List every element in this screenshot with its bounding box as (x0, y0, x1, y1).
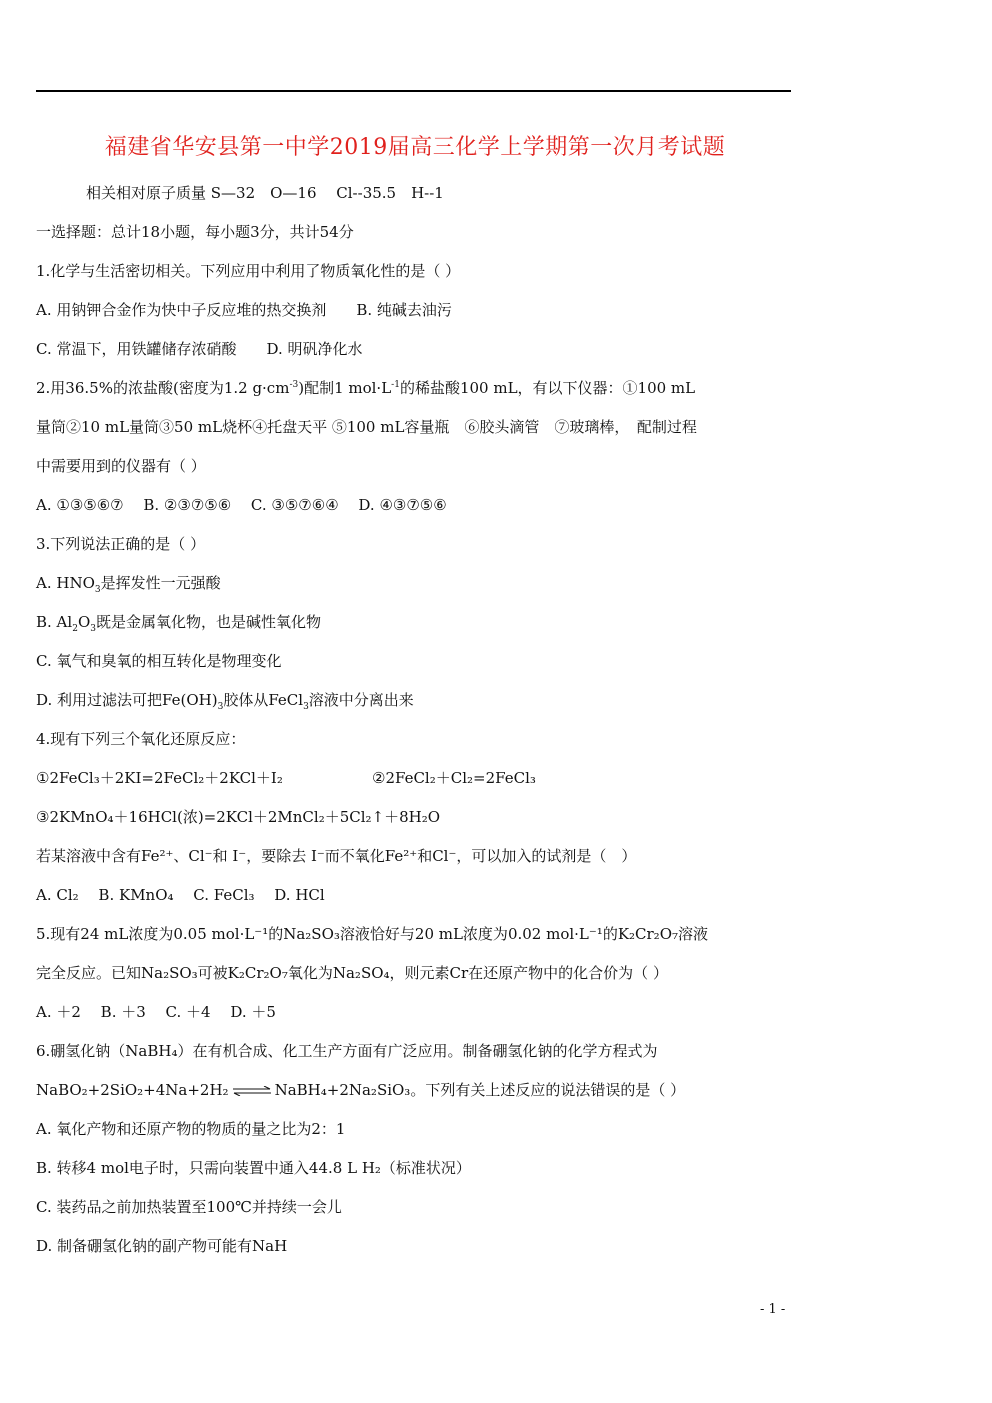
q6-equation-left: NaBO₂+2SiO₂+4Na+2H₂ (36, 1081, 229, 1099)
section-heading: 一选择题：总计18小题，每小题3分，共计54分 (36, 223, 354, 241)
q2-options: A. ①③⑤⑥⑦ B. ②③⑦⑤⑥ C. ③⑤⑦⑥④ D. ④③⑦⑤⑥ (36, 496, 447, 514)
q4-reaction-3: ③2KMnO₄＋16HCl(浓)=2KCl＋2MnCl₂＋5Cl₂↑＋8H₂O (36, 808, 441, 826)
q4-reaction-2: ②2FeCl₂＋Cl₂=2FeCl₃ (372, 769, 536, 787)
q1-options-row2: C. 常温下，用铁罐储存浓硝酸 D. 明矾净化水 (36, 340, 363, 358)
q3-sub: 3 (217, 702, 224, 712)
q3-option-c: C. 氧气和臭氧的相互转化是物理变化 (36, 652, 282, 670)
q5-stem-line2: 完全反应。已知Na₂SO₃可被K₂Cr₂O₇氧化为Na₂SO₄，则元素Cr在还原产物中的化合价为（ ） (36, 964, 668, 982)
q3-text: 是挥发性一元强酸 (100, 574, 221, 592)
q6-option-b: B. 转移4 mol电子时，只需向装置中通入44.8 L H₂（标准状况） (36, 1159, 471, 1177)
q3-stem: 3.下列说法正确的是（ ） (36, 535, 206, 553)
q3-text: A. HNO (36, 574, 95, 592)
q5-options: A. ＋2 B. ＋3 C. ＋4 D. ＋5 (36, 1003, 276, 1021)
page-title: 福建省华安县第一中学2019届高三化学上学期第一次月考试题 (104, 135, 726, 160)
equilibrium-arrow-icon (232, 1086, 272, 1096)
q2-stem-line2: 量筒②10 mL量筒③50 mL烧杯④托盘天平 ⑤100 mL容量瓶 ⑥胶头滴管 ⑦玻璃棒， 配制过程 (36, 418, 697, 436)
q6-option-a: A. 氧化产物和还原产物的物质的量之比为2：1 (36, 1120, 346, 1138)
q3-text: B. Al (36, 613, 73, 631)
q3-option-d (36, 690, 414, 710)
q3-option-b (36, 612, 321, 632)
q3-text: 既是金属氧化物，也是碱性氧化物 (95, 613, 321, 631)
q3-sub: 2 (72, 624, 78, 634)
q2-stem-line3: 中需要用到的仪器有（ ） (36, 457, 206, 475)
q3-text: D. 利用过滤法可把Fe(OH) (36, 691, 218, 709)
page-number: - 1 - (760, 1302, 786, 1317)
q6-stem-line1: 6.硼氢化钠（NaBH₄）在有机合成、化工生产方面有广泛应用。制备硼氢化钠的化学方程式为 (36, 1042, 658, 1060)
q4-condition: 若某溶液中含有Fe²⁺、Cl⁻和 I⁻，要除去 I⁻而不氧化Fe²⁺和Cl⁻，可以加入的试剂是（ ） (36, 847, 637, 865)
q2-stem-part: )配制1 mol·L (298, 379, 392, 397)
q1-stem: 1.化学与生活密切相关。下列应用中利用了物质氧化性的是（ ） (36, 262, 461, 280)
q2-sup: -3 (289, 380, 299, 390)
q2-stem-part: 2.用36.5%的浓盐酸(密度为1.2 g·cm (36, 379, 290, 397)
q6-equation-right: NaBH₄+2Na₂SiO₃。下列有关上述反应的说法错误的是（ ） (274, 1081, 686, 1099)
q6-option-c: C. 装药品之前加热装置至100℃并持续一会儿 (36, 1198, 342, 1216)
atomic-mass-note: 相关相对原子质量 S—32 O—16 Cl--35.5 H--1 (86, 184, 444, 202)
q3-sub: 3 (94, 585, 101, 595)
q3-option-a (36, 573, 221, 593)
q2-stem-part: 的稀盐酸100 mL，有以下仪器：①100 mL (399, 379, 696, 397)
top-rule (36, 90, 791, 92)
q4-stem: 4.现有下列三个氧化还原反应： (36, 730, 246, 748)
q3-text: 胶体从FeCl (223, 691, 304, 709)
q2-sup: -1 (391, 380, 400, 390)
q6-option-d: D. 制备硼氢化钠的副产物可能有NaH (36, 1237, 288, 1255)
q3-text: 溶液中分离出来 (308, 691, 414, 709)
q3-text: O (77, 613, 91, 631)
q4-reaction-1: ①2FeCl₃＋2KI=2FeCl₂＋2KCl＋I₂ (36, 769, 283, 787)
q3-sub: 3 (90, 624, 96, 634)
q5-stem-line1: 5.现有24 mL浓度为0.05 mol·L⁻¹的Na₂SO₃溶液恰好与20 mL浓度为0.02 mol·L⁻¹的K₂Cr₂O₇溶液 (36, 925, 709, 943)
q4-options: A. Cl₂ B. KMnO₄ C. FeCl₃ D. HCl (36, 886, 325, 904)
q2-stem (36, 378, 695, 398)
q3-sub: 3 (303, 702, 309, 712)
q1-options-row1: A. 用钠钾合金作为快中子反应堆的热交换剂 B. 纯碱去油污 (36, 301, 452, 319)
q6-equation (36, 1080, 685, 1100)
